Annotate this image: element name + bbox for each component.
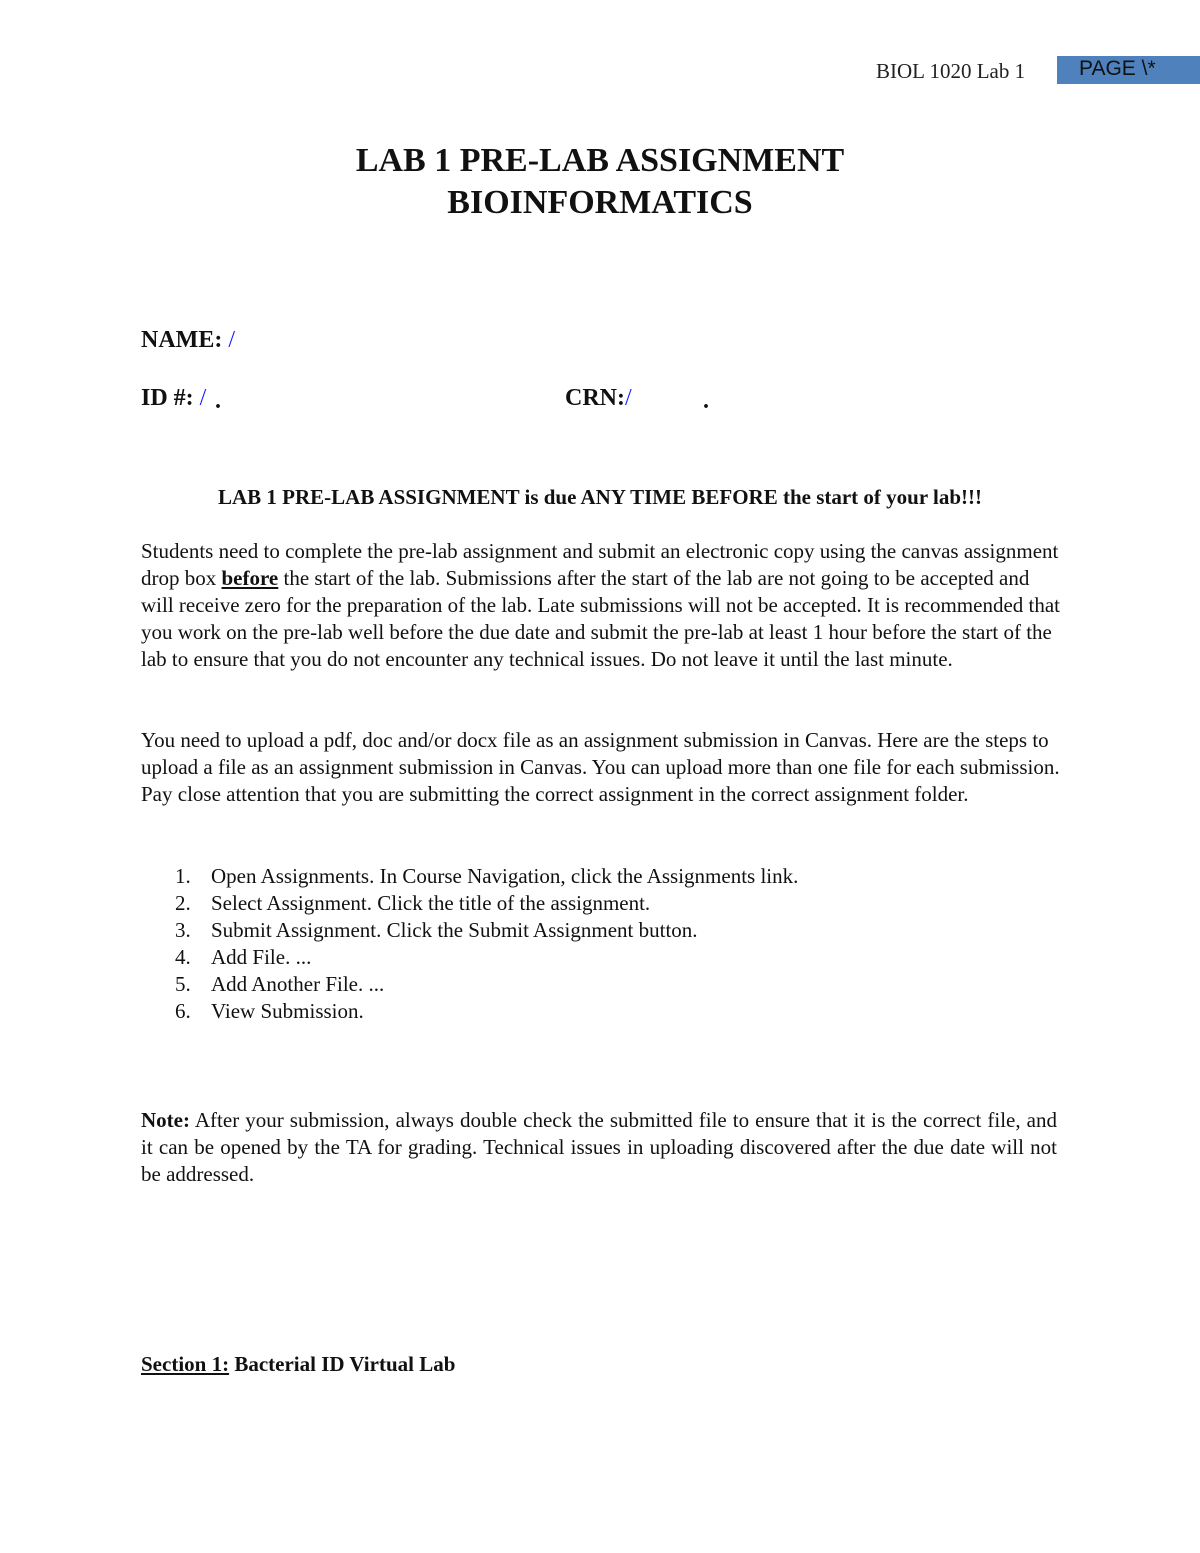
list-item [141, 917, 1061, 944]
paragraph1-emphasis: before [221, 566, 279, 590]
list-item-number: 1. [175, 864, 191, 888]
document-title-line-1: LAB 1 PRE-LAB ASSIGNMENT [355, 142, 845, 179]
crn-field [565, 383, 632, 413]
list-item [141, 863, 1061, 890]
list-item-text: Submit Assignment. Click the Submit Assignment button. [211, 918, 698, 942]
section-heading [141, 1350, 455, 1378]
submission-instructions-paragraph [141, 538, 1061, 673]
crn-dot: . [703, 388, 709, 414]
list-item [141, 944, 1061, 971]
note-label: Note: [141, 1108, 190, 1132]
upload-steps-list [141, 863, 1061, 1025]
name-value[interactable]: / [228, 327, 235, 353]
list-item-number: 3. [175, 918, 191, 942]
list-item-number: 6. [175, 999, 191, 1023]
id-value[interactable]: / [199, 385, 207, 411]
list-item-number: 5. [175, 972, 191, 996]
header-course-label: BIOL 1020 Lab 1 [876, 59, 1026, 83]
crn-value[interactable]: / [625, 385, 632, 411]
list-item [141, 971, 1061, 998]
list-item-text: Add Another File. ... [211, 972, 385, 996]
name-field [141, 325, 235, 355]
page-number-field-text: PAGE \* [1079, 57, 1156, 80]
paragraph1-before: Students need to complete the pre-lab assignment and submit an electronic copy using the canvas assignment drop box [141, 539, 1059, 590]
list-item-text: Open Assignments. In Course Navigation, click the Assignments link. [211, 864, 799, 888]
crn-label: CRN: [565, 385, 625, 411]
id-dot: . [215, 388, 221, 414]
list-item-number: 4. [175, 945, 191, 969]
list-item [141, 998, 1061, 1025]
id-field [141, 383, 206, 413]
list-item [141, 890, 1061, 917]
list-item-number: 2. [175, 891, 191, 915]
due-notice: LAB 1 PRE-LAB ASSIGNMENT is due ANY TIME BEFORE the start of your lab!!! [217, 485, 983, 509]
paragraph1-after: the start of the lab. Submissions after the start of the lab are not going to be accepted and will receive zero for the preparation of the lab. Late submissions will not be accepted. It is recommended that you work on the pre-lab well before the due date and submit the pre-lab at least 1 hour before the start of the lab to ensure that you do not encounter any technical issues. Do not leave it until the last minute. [141, 566, 1061, 671]
section-title: Bacterial ID Virtual Lab [229, 1352, 456, 1376]
list-item-text: Add File. ... [211, 945, 312, 969]
list-item-text: Select Assignment. Click the title of the assignment. [211, 891, 651, 915]
note-text: After your submission, always double check the submitted file to ensure that it is the correct file, and it can be opened by the TA for grading. Technical issues in uploading discovered after the due date will not be addressed. [141, 1108, 1057, 1186]
id-label: ID #: [141, 385, 194, 411]
document-title-line-2: BIOINFORMATICS [447, 184, 753, 221]
upload-instructions-paragraph: You need to upload a pdf, doc and/or docx file as an assignment submission in Canvas. Here are the steps to upload a file as an assignment submission in Canvas. You can upload more than one file for each submission. Pay close attention that you are submitting the correct assignment in the correct assignment folder. [141, 728, 1060, 806]
section-label: Section 1: [141, 1352, 230, 1376]
name-label: NAME: [141, 327, 223, 353]
page-number-field [1057, 56, 1200, 84]
list-item-text: View Submission. [211, 999, 364, 1023]
note-paragraph [141, 1107, 1057, 1188]
